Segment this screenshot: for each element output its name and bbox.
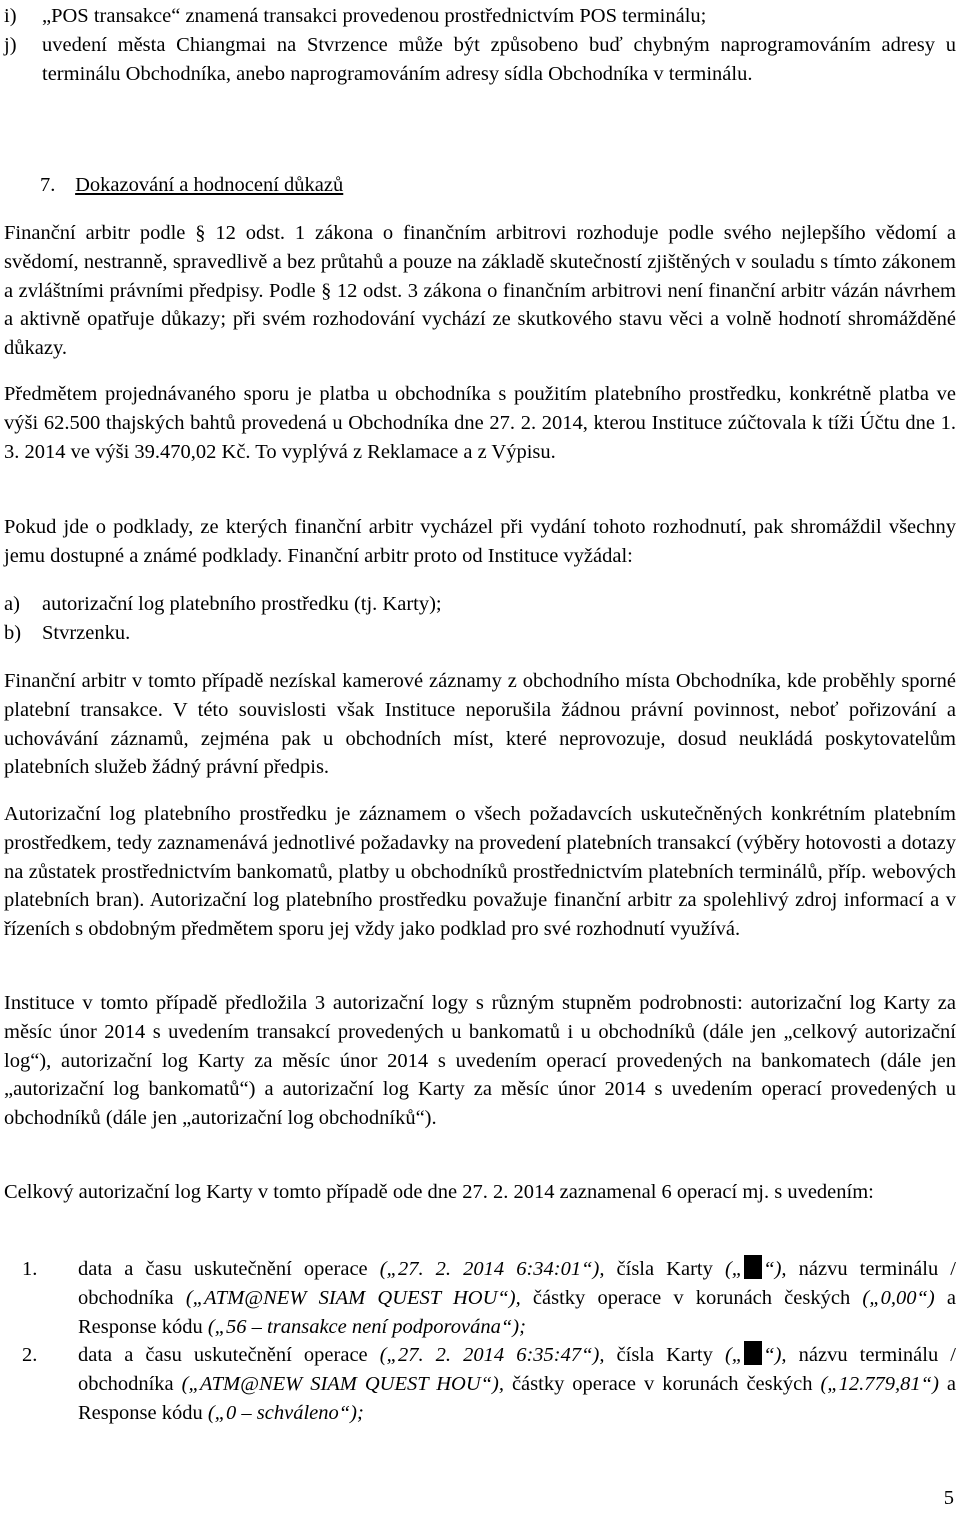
list-marker: 1. [22,1258,38,1280]
list-item-text: autorizační log platebního prostředku (tj. Karty); [42,593,442,615]
operations-list [4,1255,956,1428]
list-item [4,590,956,619]
paragraph-subject: Předmětem projednávaného sporu je platba u obchodníka s použitím platebního prostředku, konkrétně platba ve výši 62.500 thajských bahtů provedená u Obchodníka dne 27. 2. 2014, kterou Instituce zúčtovala k tíži Účtu dne 1. 3. 2014 ve výši 39.470,02 Kč. To vyplývá z Reklamace a z Výpisu. [4,383,956,463]
list-marker: i) [4,5,17,27]
list-item-text: uvedení města Chiangmai na Stvrzence může být způsobeno buď chybným naprogramováním adresy u terminálu Obchodníka, anebo naprogramováním adresy sídla Obchodníka v terminálu. [42,33,956,85]
redacted-card-number [744,1255,762,1279]
paragraph-legal-basis: Finanční arbitr podle § 12 odst. 1 zákona o finančním arbitrovi rozhoduje podle svého nejlepšího vědomí a svědomí, nestranně, spravedlivě a bez průtahů a pouze na základě skutečností zjištěných v souladu s tímto zákonem a zvláštními právními předpisy. Podle § 12 odst. 3 zákona o finančním arbitrovi není finanční arbitr vázán návrhem a aktivně opatřuje důkazy; při svém rozhodování vychází ze skutkového stavu věci a volně hodnotí shromážděné důkazy. [4,222,956,360]
list-item [4,31,956,89]
paragraph-logs: Instituce v tomto případě předložila 3 autorizační logy s různým stupněm podrobnosti: autorizační log Karty za měsíc únor 2014 s uvedením transakcí provedených u bankomatů i u obchodníků (dále jen „celkový autorizační log“), autorizační log Karty za měsíc únor 2014 s uvedením operací provedených na bankomatech (dále jen „autorizační log bankomatů“) a autorizační log Karty za měsíc únor 2014 s uvedením operací provedených u obchodníků (dále jen „autorizační log obchodníků“). [4,992,956,1130]
list-requested [4,590,956,648]
list-item [4,1255,956,1341]
section-number: 7. [40,174,56,196]
paragraph-materials: Pokud jde o podklady, ze kterých finanční arbitr vycházel při vydání tohoto rozhodnutí, pak shromáždil všechny jemu dostupné a známé podklady. Finanční arbitr proto od Instituce vyžádal: [4,516,956,567]
list-marker: 2. [22,1344,38,1367]
list-item [4,1341,956,1427]
list-item-text: Stvrzenku. [42,621,131,644]
list-definitions [4,2,956,88]
redacted-card-number [744,1341,762,1365]
paragraph-overall-log: Celkový autorizační log Karty v tomto případě ode dne 27. 2. 2014 zaznamenal 6 operací mj. s uvedením: [4,1181,874,1203]
section-title: Dokazování a hodnocení důkazů [75,174,344,196]
section-heading [40,171,940,200]
list-item [4,2,956,31]
paragraph-authorization-log: Autorizační log platebního prostředku je záznamem o všech požadavcích uskutečněných konkrétním platebním prostředkem, tedy zaznamenává jednotlivé požadavky na provedení platebních transakcí (výběry hotovosti a dotazy na zůstatek prostřednictvím bankomatů, platby u obchodníků prostřednictvím platebních terminálů, příp. webových platebních bran). Autorizační log platebního prostředku považuje finanční arbitr za spolehlivý zdroj informací a v řízeních s obdobným předmětem sporu jej vždy jako podklad pro své rozhodnutí využívá. [4,803,956,941]
list-marker: j) [4,33,17,56]
paragraph-camera: Finanční arbitr v tomto případě nezískal kamerové záznamy z obchodního místa Obchodníka, kde proběhly sporné platební transakce. V této souvislosti však Instituce neporušila žádnou právní povinnost, neboť pořizování a uchovávání záznamů, zejména pak u obchodních míst, které neprovozuje, dosud neukládá poskytovatelům platebních služeb žádný právní předpis. [4,670,956,779]
list-item [4,619,956,648]
list-marker: a) [4,593,20,615]
list-item-text: data a času uskutečnění operace („27. 2. 2014 6:35:47“), čísla Karty („ “), názvu terminálu / obchodníka („ATM@NEW SIAM QUEST HOU“), částky operace v korunách českých („12.779,81“) a Response kódu („0 – schváleno“); [78,1341,956,1427]
list-item-text: data a času uskutečnění operace („27. 2. 2014 6:34:01“), čísla Karty („ “), názvu terminálu / obchodníka („ATM@NEW SIAM QUEST HOU“), částky operace v korunách českých („0,00“) a Response kódu („56 – transakce není podporována“); [78,1255,956,1341]
page-number: 5 [943,1487,954,1509]
list-item-text: „POS transakce“ znamená transakci provedenou prostřednictvím POS terminálu; [42,5,707,27]
list-marker: b) [4,621,22,644]
